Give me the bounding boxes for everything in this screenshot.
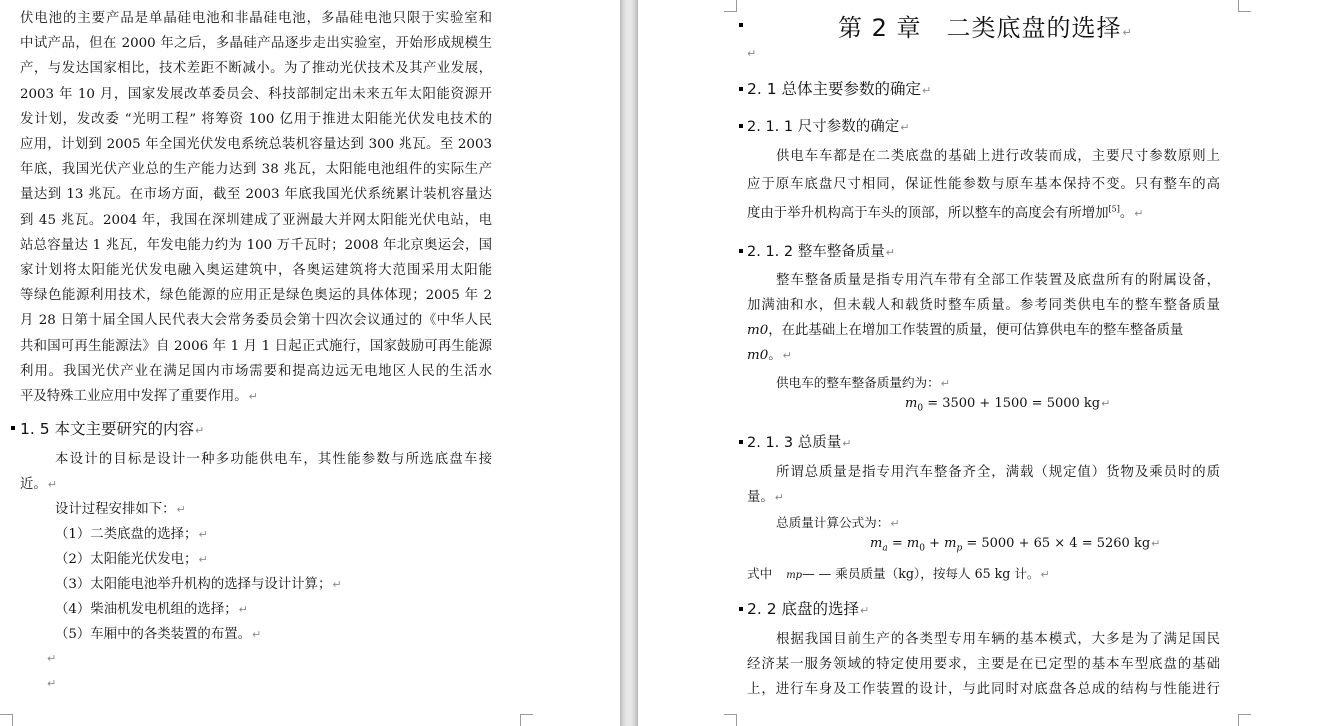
intro-line: 伏电池的主要产品是单晶硅电池和非晶硅电池，多晶硅电池只限于实验室和	[20, 11, 492, 26]
body-line: m0。↵	[747, 348, 792, 363]
section-heading-2-1-3: 2. 1. 3 总质量↵	[747, 435, 852, 451]
document-page-left	[0, 0, 620, 726]
section-heading-2-1: 2. 1 总体主要参数的确定↵	[747, 80, 932, 98]
plan-list-item: （5）车厢中的各类装置的布置。↵	[55, 627, 262, 642]
heading-bullet	[739, 249, 743, 253]
body-line: 度由于举升机构高于车头的顶部，所以整车的高度会有所增加[5]。↵	[747, 204, 1144, 221]
section-heading-2-1-1: 2. 1. 1 尺寸参数的确定↵	[747, 119, 910, 135]
intro-line: 发计划，发改委 “光明工程” 将筹资 100 亿用于推进太阳能光伏发电技术的	[20, 111, 492, 127]
formula-explanation: 式中 mp— — 乘员质量（kg），按每人 65 kg 计。↵	[747, 566, 1050, 581]
empty-paragraph-mark: ↵	[47, 652, 57, 665]
margin-corner-mark	[724, 0, 737, 12]
body-line: 经济某一服务领域的特定使用要求，主要是在已定型的基本车型底盘的基础	[747, 657, 1220, 672]
body-line: 加满油和水，但未载人和载货时整车质量。参考同类供电车的整车整备质量	[747, 298, 1220, 313]
body-line: 所谓总质量是指专用汽车整备齐全，满载（规定值）货物及乘员时的质	[776, 465, 1220, 480]
section-1-5-paragraph-line: 近。↵	[20, 477, 57, 492]
empty-paragraph-mark: ↵	[47, 677, 57, 690]
body-line: 应于原车底盘尺寸相同，保证性能参数与原车基本保持不变。只有整车的高	[747, 177, 1220, 192]
heading-bullet	[739, 124, 743, 128]
intro-line: 量达到 13 兆瓦。在市场方面，截至 2003 年底我国光伏系统累计装机容量达	[20, 187, 492, 203]
body-line: 根据我国目前生产的各类型专用车辆的基本模式，大多是为了满足国民	[776, 632, 1220, 647]
intro-line: 利用。我国光伏产业在满足国内市场需要和提高边远无电地区人民的生活水	[20, 363, 492, 379]
section-1-5-paragraph-line: 本设计的目标是设计一种多功能供电车，其性能参数与所选底盘车接	[55, 452, 492, 467]
margin-corner-mark	[0, 714, 13, 726]
page-gutter	[620, 0, 638, 726]
intro-line: 共和国可再生能源法》自 2006 年 1 月 1 日起正式施行，国家鼓励可再生能源	[20, 338, 492, 354]
empty-paragraph-mark: ↵	[747, 47, 757, 60]
body-line: 上，进行车身及工作装置的设计，与此同时对底盘各总成的结构与性能进行	[747, 682, 1220, 697]
intro-line: 站总容量达 1 兆瓦，年发电能力约为 100 万千瓦时；2008 年北京奥运会，国	[20, 237, 492, 253]
heading-bullet	[739, 607, 743, 611]
document-page-right	[638, 0, 1328, 726]
intro-line: 2003 年 10 月，国家发展改革委员会、科技部制定出未来五年太阳能资源开	[20, 86, 492, 102]
intro-line: 到 45 兆瓦。2004 年，我国在深圳建成了亚洲最大并网太阳能光伏电站，电	[20, 212, 492, 228]
citation-ref: [5]	[1108, 204, 1120, 214]
heading-bullet	[11, 426, 15, 430]
section-heading-2-1-2: 2. 1. 2 整车整备质量↵	[747, 244, 895, 260]
intro-line: 家计划将太阳能光伏发电融入奥运建筑中，各奥运建筑将大范围采用太阳能	[20, 263, 492, 278]
formula-curb-mass: $m_0 = 3500 + 1500 = 5000$ kg↵	[905, 396, 1111, 414]
intro-line: 中试产品，但在 2000 年之后，多晶硅产品逐步走出实验室，开始形成规模生	[20, 36, 492, 52]
intro-line: 月 28 日第十届全国人民代表大会常务委员会第十四次会议通过的《中华人民	[20, 313, 492, 329]
intro-line: 等绿色能源利用技术，绿色能源的应用正是绿色奥运的具体体现；2005 年 2	[20, 288, 492, 304]
intro-last-line: 平及特殊工业应用中发挥了重要作用。↵	[20, 389, 258, 404]
margin-corner-mark	[1238, 0, 1251, 12]
margin-corner-mark	[724, 714, 737, 726]
intro-line: 应用，计划到 2005 年全国光伏发电系统总装机容量达到 300 兆瓦。至 2003	[20, 137, 492, 152]
plan-list-item: （4）柴油机发电机组的选择；↵	[55, 602, 248, 617]
intro-line: 产，与发达国家相比，技术差距不断减小。为了推动光伏技术及其产业发展，	[20, 61, 492, 77]
chapter-title: 第 2 章 二类底盘的选择↵	[838, 14, 1133, 42]
intro-line: 年底，我国光伏产业总的生产能力达到 38 兆瓦，太阳能电池组件的实际生产	[20, 162, 492, 178]
formula-intro: 供电车的整车整备质量约为：↵	[776, 375, 950, 390]
margin-corner-mark	[1238, 714, 1251, 726]
heading-bullet	[739, 440, 743, 444]
body-line: m0，在此基础上在增加工作装置的质量，便可估算供电车的整车整备质量	[747, 323, 1184, 338]
plan-list-item: （2）太阳能光伏发电；↵	[55, 552, 208, 567]
formula-intro: 总质量计算公式为：↵	[776, 515, 900, 530]
body-line: 供电车车都是在二类底盘的基础上进行改装而成，主要尺寸参数原则上	[776, 149, 1220, 164]
body-line: 整车整备质量是指专用汽车带有全部工作装置及底盘所有的附属设备，	[776, 273, 1220, 288]
formula-total-mass: $m_a = m_0 + m_p = 5000 + 65 \times 4 = 5260$ kg↵	[870, 536, 1161, 554]
section-heading-1-5: 1. 5 本文主要研究的内容↵	[20, 420, 205, 438]
plan-list-item: （3）太阳能电池举升机构的选择与设计计算；↵	[55, 577, 342, 592]
margin-corner-mark	[520, 714, 533, 726]
body-line: 量。↵	[747, 490, 784, 505]
heading-bullet	[739, 87, 743, 91]
heading-bullet	[739, 23, 743, 27]
plan-intro: 设计过程安排如下：↵	[55, 502, 186, 517]
section-heading-2-2: 2. 2 底盘的选择↵	[747, 600, 870, 618]
plan-list-item: （1）二类底盘的选择；↵	[55, 527, 208, 542]
